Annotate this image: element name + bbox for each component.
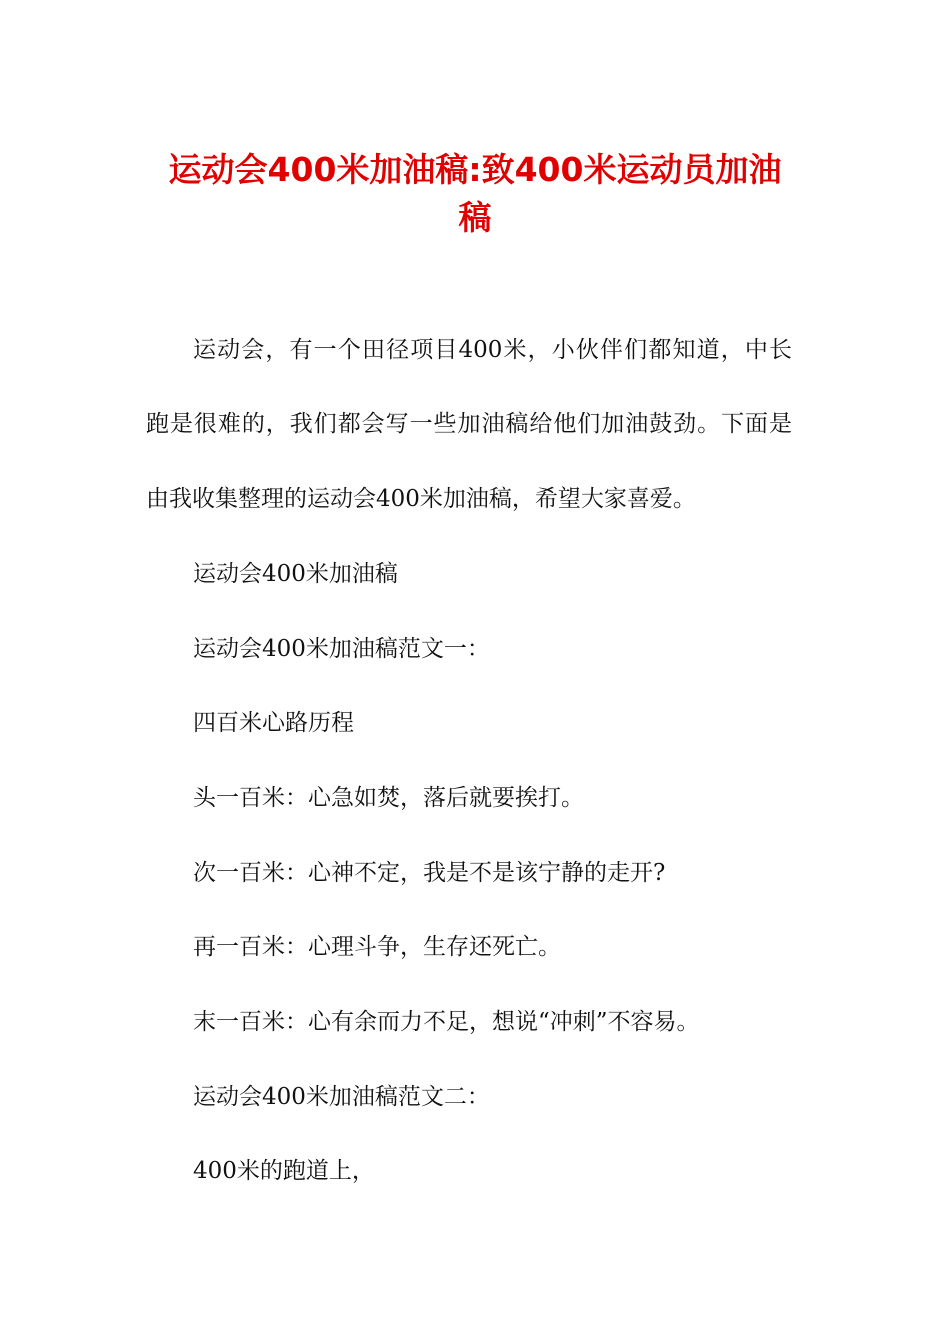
paragraph-6: 再一百米：心理斗争，生存还死亡。 <box>193 934 561 960</box>
paragraph-5: 次一百米：心神不定，我是不是该宁静的走开? <box>193 860 666 886</box>
intro-line-1-container <box>193 338 793 362</box>
paragraph-7: 末一百米：心有余而力不足，想说“冲刺”不容易。 <box>193 1009 700 1035</box>
intro-line-3: 由我收集整理的运动会400米加油稿，希望大家喜爱。 <box>146 486 696 512</box>
paragraph-8: 运动会400米加油稿范文二： <box>193 1084 490 1110</box>
document-title <box>140 146 810 242</box>
intro-line-1: 运动会，有一个田径项目400米，小伙伴们都知道，中长 <box>193 337 792 363</box>
intro-line-2: 跑是很难的，我们都会写一些加油稿给他们加油鼓劲。下面是 <box>146 411 792 437</box>
paragraph-9: 400米的跑道上， <box>193 1158 375 1184</box>
intro-line-2-container <box>146 412 792 436</box>
title-line-1: 运动会400米加油稿:致400米运动员加油 <box>168 150 782 189</box>
paragraph-1: 运动会400米加油稿 <box>193 561 398 587</box>
title-line-2: 稿 <box>458 198 492 237</box>
paragraph-4: 头一百米：心急如焚，落后就要挨打。 <box>193 785 584 811</box>
paragraph-2: 运动会400米加油稿范文一： <box>193 636 490 662</box>
paragraph-3: 四百米心路历程 <box>193 710 354 736</box>
